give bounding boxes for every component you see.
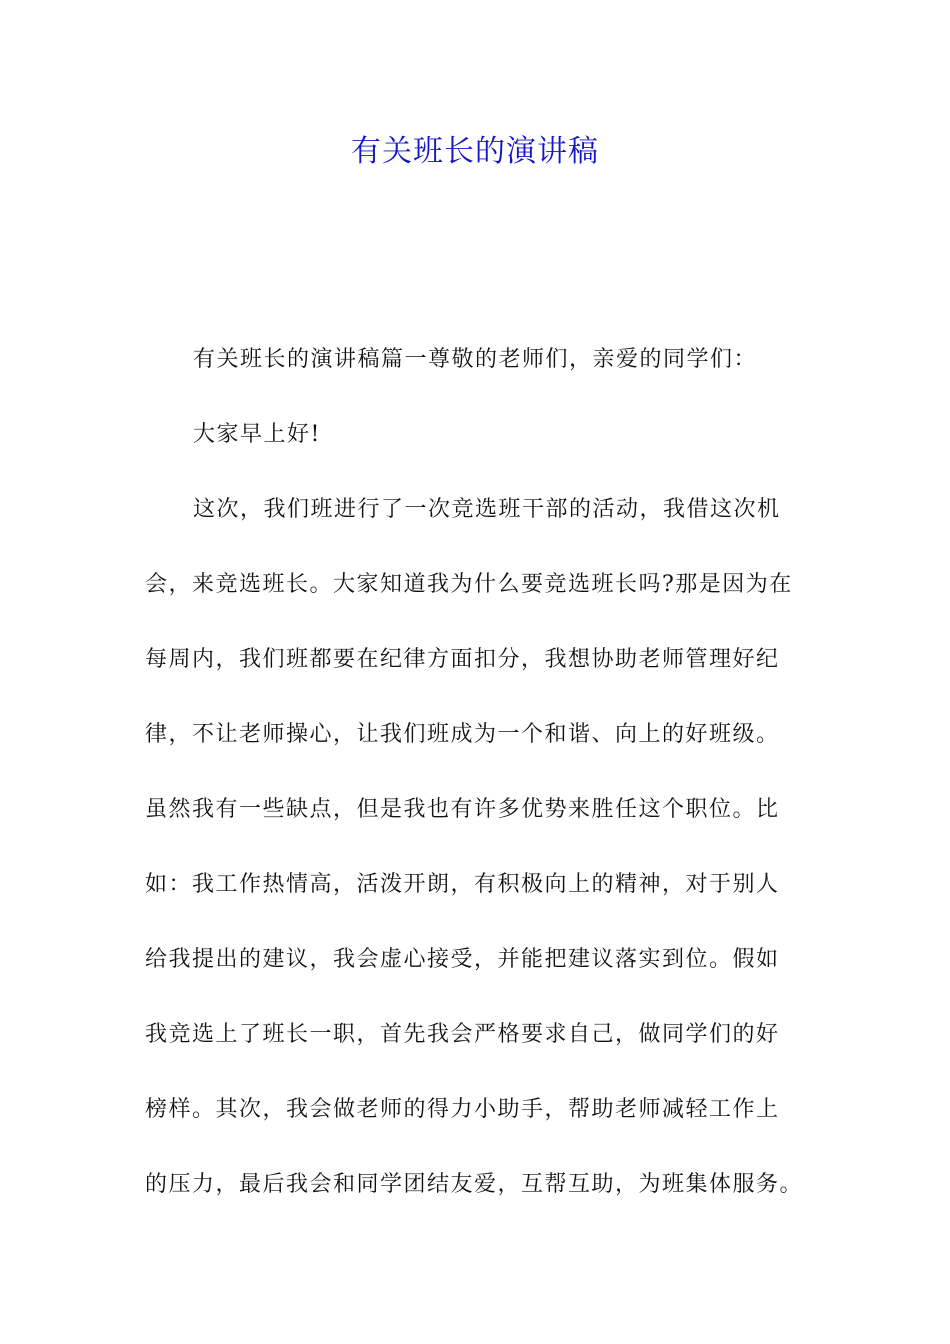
paragraph-line: 这次，我们班进行了一次竞选班干部的活动，我借这次机 (193, 497, 781, 522)
paragraph-line: 如：我工作热情高，活泼开朗，有积极向上的精神，对于别人 (145, 872, 780, 897)
document-title: 有关班长的演讲稿 (351, 134, 599, 169)
paragraph-line: 榜样。其次，我会做老师的得力小助手，帮助老师减轻工作上 (145, 1097, 780, 1122)
paragraph-line: 每周内，我们班都要在纪律方面扣分，我想协助老师管理好纪 (145, 647, 780, 672)
greeting-line: 有关班长的演讲稿篇一尊敬的老师们，亲爱的同学们： (193, 347, 758, 372)
paragraph-line: 律，不让老师操心，让我们班成为一个和谐、向上的好班级。 (145, 722, 780, 747)
paragraph-line: 的压力，最后我会和同学团结友爱，互帮互助，为班集体服务。 (145, 1172, 804, 1197)
paragraph-line: 给我提出的建议，我会虚心接受，并能把建议落实到位。假如 (145, 947, 780, 972)
paragraph-line: 虽然我有一些缺点，但是我也有许多优势来胜任这个职位。比 (145, 797, 780, 822)
paragraph-line: 我竞选上了班长一职，首先我会严格要求自己，做同学们的好 (145, 1022, 780, 1047)
hello-line: 大家早上好! (193, 422, 321, 447)
paragraph-line: 会，来竞选班长。大家知道我为什么要竞选班长吗?那是因为在 (145, 572, 793, 597)
speech-paragraph (145, 472, 815, 1222)
